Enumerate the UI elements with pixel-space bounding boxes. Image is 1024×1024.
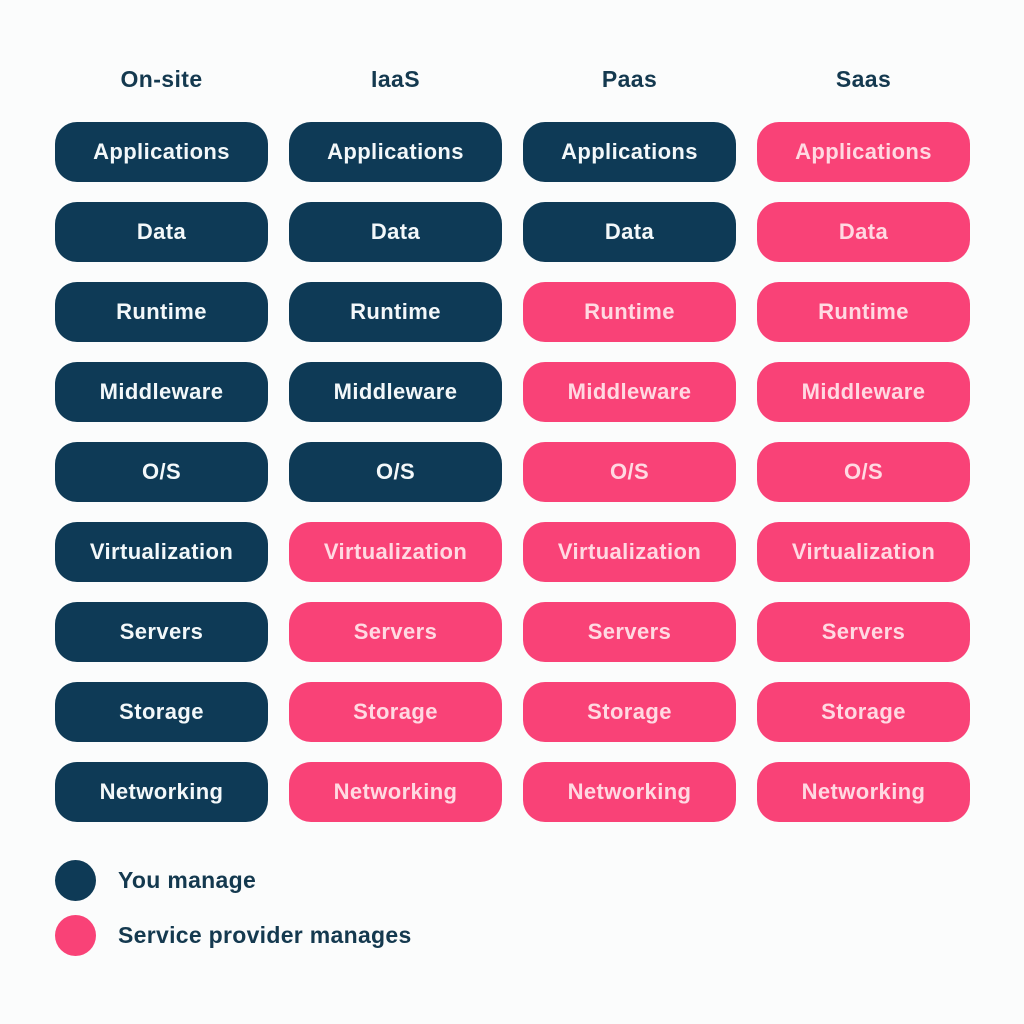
pill-paas-middleware: Middleware [523, 362, 736, 422]
pill-iaas-storage: Storage [289, 682, 502, 742]
column-saas [757, 64, 970, 822]
column-paas [523, 64, 736, 822]
pill-saas-servers: Servers [757, 602, 970, 662]
pill-iaas-servers: Servers [289, 602, 502, 662]
pill-stack-on-site [55, 122, 268, 822]
pill-saas-o-s: O/S [757, 442, 970, 502]
pill-iaas-applications: Applications [289, 122, 502, 182]
pill-on-site-applications: Applications [55, 122, 268, 182]
pill-paas-storage: Storage [523, 682, 736, 742]
legend [55, 860, 970, 956]
pill-on-site-servers: Servers [55, 602, 268, 662]
pill-on-site-middleware: Middleware [55, 362, 268, 422]
pill-saas-middleware: Middleware [757, 362, 970, 422]
column-header-iaas: IaaS [371, 66, 420, 92]
pill-iaas-o-s: O/S [289, 442, 502, 502]
pill-on-site-o-s: O/S [55, 442, 268, 502]
column-header-on-site: On-site [120, 66, 203, 92]
pill-on-site-virtualization: Virtualization [55, 522, 268, 582]
pill-iaas-middleware: Middleware [289, 362, 502, 422]
pill-on-site-runtime: Runtime [55, 282, 268, 342]
pill-paas-servers: Servers [523, 602, 736, 662]
column-on-site [55, 64, 268, 822]
you-manage-swatch-icon [55, 860, 96, 901]
pill-saas-applications: Applications [757, 122, 970, 182]
pill-iaas-virtualization: Virtualization [289, 522, 502, 582]
pill-saas-data: Data [757, 202, 970, 262]
pill-paas-virtualization: Virtualization [523, 522, 736, 582]
pill-iaas-networking: Networking [289, 762, 502, 822]
pill-on-site-networking: Networking [55, 762, 268, 822]
pill-saas-virtualization: Virtualization [757, 522, 970, 582]
pill-iaas-runtime: Runtime [289, 282, 502, 342]
legend-label-you-manage: You manage [118, 867, 257, 893]
column-header-paas: Paas [601, 66, 658, 92]
pill-stack-saas [757, 122, 970, 822]
pill-paas-runtime: Runtime [523, 282, 736, 342]
pill-saas-networking: Networking [757, 762, 970, 822]
pill-paas-data: Data [523, 202, 736, 262]
service-model-grid [55, 64, 970, 822]
provider-manages-swatch-icon [55, 915, 96, 956]
pill-on-site-data: Data [55, 202, 268, 262]
pill-paas-applications: Applications [523, 122, 736, 182]
column-header-saas: Saas [835, 66, 892, 92]
pill-saas-runtime: Runtime [757, 282, 970, 342]
pill-stack-paas [523, 122, 736, 822]
pill-on-site-storage: Storage [55, 682, 268, 742]
pill-saas-storage: Storage [757, 682, 970, 742]
pill-paas-networking: Networking [523, 762, 736, 822]
pill-paas-o-s: O/S [523, 442, 736, 502]
pill-iaas-data: Data [289, 202, 502, 262]
column-iaas [289, 64, 502, 822]
legend-row-provider-manages [55, 915, 970, 956]
legend-label-provider-manages: Service provider manages [118, 922, 412, 948]
pill-stack-iaas [289, 122, 502, 822]
legend-row-you-manage [55, 860, 970, 901]
